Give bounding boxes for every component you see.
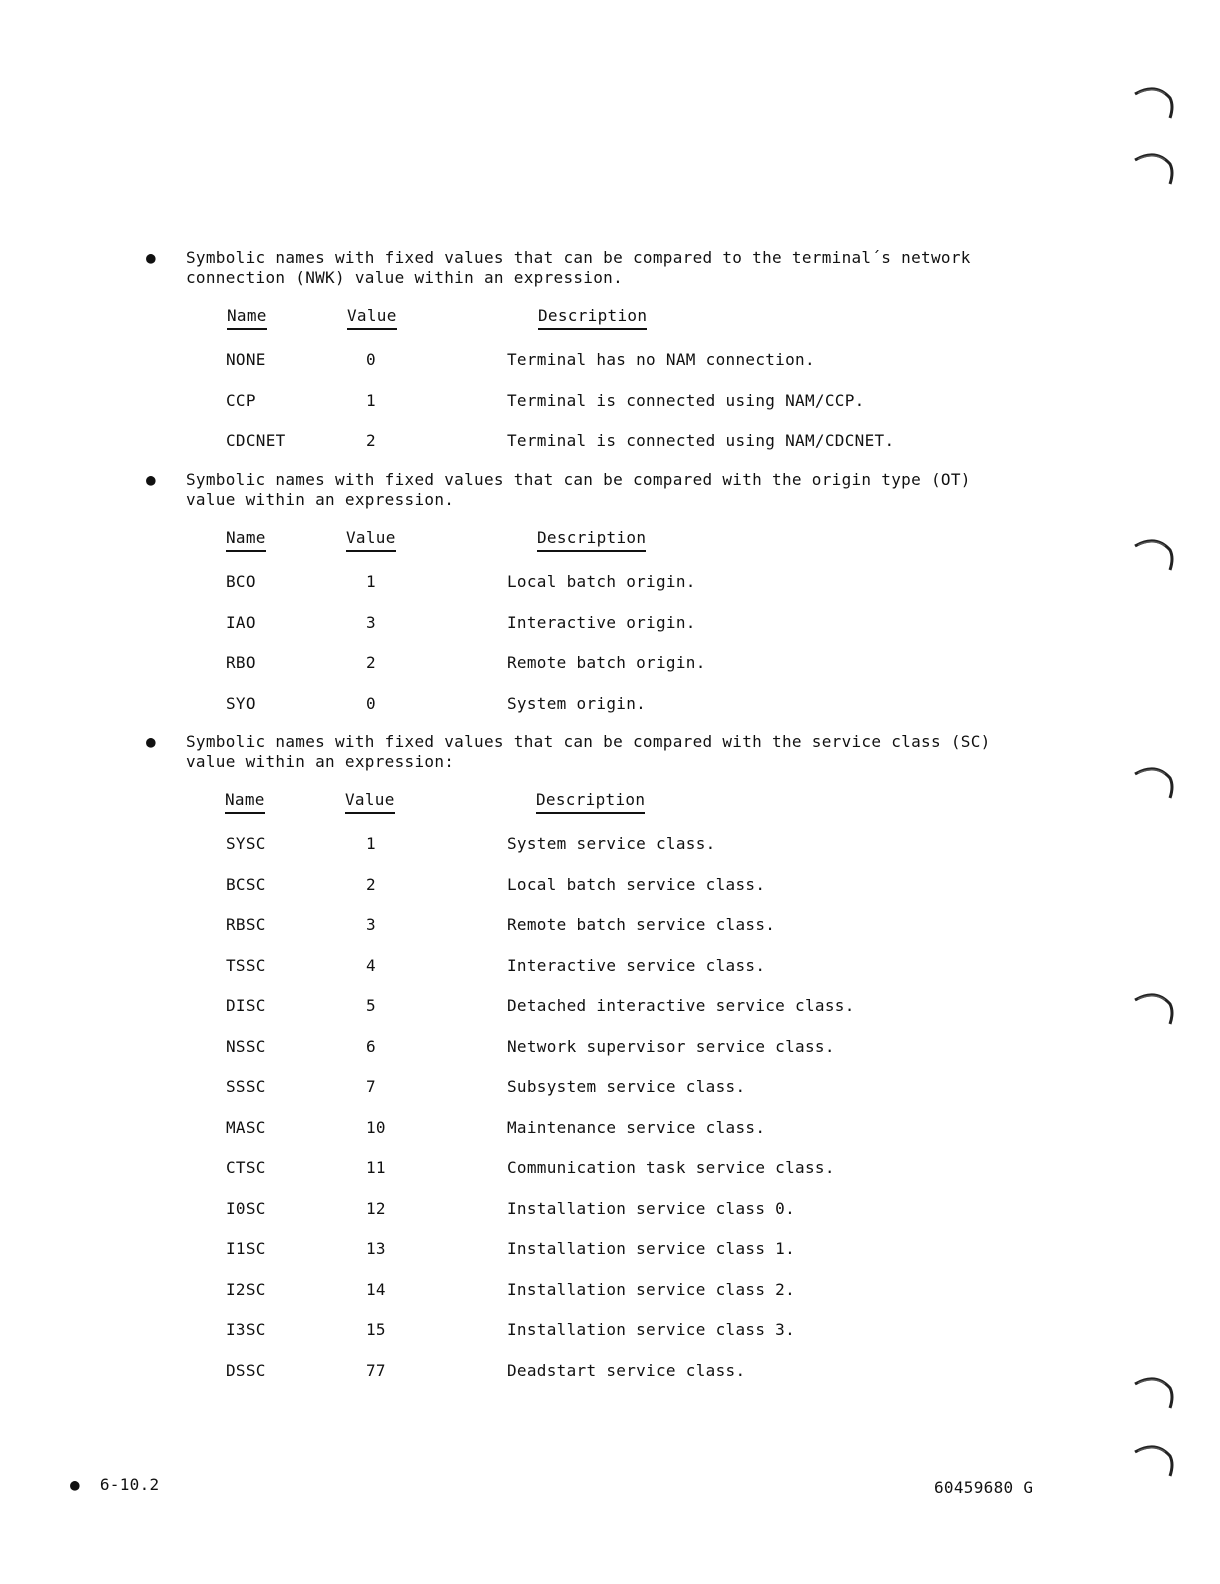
column-header-value: Value <box>347 306 397 330</box>
cell-value: 1 <box>366 390 376 410</box>
table-header <box>140 528 1020 564</box>
cell-name: SYO <box>226 693 256 713</box>
binder-hole-icon <box>1132 1442 1178 1482</box>
cell-value: 0 <box>366 350 376 369</box>
table-row <box>140 988 1020 1029</box>
cell-value: 3 <box>366 612 376 632</box>
page-number <box>70 1475 159 1495</box>
section-intro <box>140 248 1020 288</box>
cell-description: Installation service class 3. <box>507 1320 796 1339</box>
table-row <box>140 564 1020 605</box>
cell-description: Interactive service class. <box>507 955 766 975</box>
table-body <box>140 564 1020 726</box>
column-header-name: Name <box>227 306 267 330</box>
cell-description: Terminal has no NAM connection. <box>507 350 815 369</box>
cell-description: Subsystem service class. <box>507 1077 746 1096</box>
cell-name: MASC <box>226 1117 266 1137</box>
bullet-icon: ● <box>146 470 156 489</box>
table-row <box>140 1231 1020 1272</box>
table-row <box>140 686 1020 727</box>
cell-description: Remote batch service class. <box>507 915 776 934</box>
cell-value: 1 <box>366 834 376 853</box>
table-row <box>140 1029 1020 1070</box>
cell-description: Terminal is connected using NAM/CCP. <box>507 390 865 410</box>
cell-value: 15 <box>366 1320 386 1339</box>
cell-description: Local batch origin. <box>507 572 696 591</box>
cell-description: Maintenance service class. <box>507 1117 766 1137</box>
cell-name: TSSC <box>226 955 266 975</box>
intro-line: Symbolic names with fixed values that can be compared with the origin type (OT) <box>186 470 971 489</box>
cell-value: 5 <box>366 996 376 1015</box>
section-intro <box>140 732 1020 772</box>
cell-name: DISC <box>226 996 266 1015</box>
cell-description: Installation service class 1. <box>507 1239 796 1258</box>
column-header-name: Name <box>226 528 266 552</box>
cell-name: SSSC <box>226 1077 266 1096</box>
intro-line: connection (NWK) value within an expression. <box>186 268 624 287</box>
cell-value: 12 <box>366 1198 386 1218</box>
table-row <box>140 423 1020 464</box>
cell-name: CDCNET <box>226 431 286 450</box>
document-number: 60459680 G <box>934 1478 1034 1497</box>
intro-line: value within an expression. <box>186 490 455 509</box>
table-header <box>140 306 1020 342</box>
cell-value: 77 <box>366 1360 386 1380</box>
cell-value: 10 <box>366 1117 386 1137</box>
cell-name: IAO <box>226 612 256 632</box>
table-row <box>140 1110 1020 1151</box>
cell-description: System service class. <box>507 834 716 853</box>
cell-name: I0SC <box>226 1198 266 1218</box>
section-service-class <box>140 732 1020 1393</box>
column-header-value: Value <box>345 790 395 814</box>
table-body <box>140 342 1020 464</box>
cell-description: Local batch service class. <box>507 874 766 894</box>
column-header-description: Description <box>537 528 646 552</box>
intro-line: value within an expression: <box>186 752 455 771</box>
table-row <box>140 383 1020 424</box>
intro-line: Symbolic names with fixed values that can be compared to the terminal´s network <box>186 248 971 267</box>
binder-hole-icon <box>1132 990 1178 1030</box>
cell-value: 2 <box>366 874 376 894</box>
cell-value: 14 <box>366 1279 386 1299</box>
binder-hole-icon <box>1132 536 1178 576</box>
table-row <box>140 1069 1020 1110</box>
cell-name: I1SC <box>226 1239 266 1258</box>
binder-hole-icon <box>1132 84 1178 124</box>
cell-description: Remote batch origin. <box>507 653 706 672</box>
section-origin-type <box>140 470 1020 726</box>
cell-value: 0 <box>366 693 376 713</box>
bullet-icon: ● <box>146 732 156 751</box>
binder-hole-icon <box>1132 150 1178 190</box>
cell-description: Deadstart service class. <box>507 1360 746 1380</box>
cell-name: CCP <box>226 390 256 410</box>
table-row <box>140 907 1020 948</box>
cell-description: Terminal is connected using NAM/CDCNET. <box>507 431 895 450</box>
cell-name: CTSC <box>226 1158 266 1177</box>
section-network-connection <box>140 248 1020 464</box>
table-body <box>140 826 1020 1393</box>
cell-value: 1 <box>366 572 376 591</box>
cell-description: Installation service class 0. <box>507 1198 796 1218</box>
section-intro <box>140 470 1020 510</box>
table-row <box>140 826 1020 867</box>
cell-value: 3 <box>366 915 376 934</box>
bullet-icon: ● <box>70 1475 80 1494</box>
table-row <box>140 1150 1020 1191</box>
table-row <box>140 867 1020 908</box>
table-row <box>140 1353 1020 1394</box>
table-row <box>140 645 1020 686</box>
table-row <box>140 1191 1020 1232</box>
cell-description: System origin. <box>507 693 647 713</box>
table-row <box>140 342 1020 383</box>
cell-description: Communication task service class. <box>507 1158 835 1177</box>
cell-name: RBO <box>226 653 256 672</box>
table-header <box>140 790 1020 826</box>
cell-name: BCO <box>226 572 256 591</box>
cell-name: RBSC <box>226 915 266 934</box>
cell-value: 11 <box>366 1158 386 1177</box>
column-header-value: Value <box>346 528 396 552</box>
binder-hole-icon <box>1132 1374 1178 1414</box>
cell-name: DSSC <box>226 1360 266 1380</box>
cell-name: I2SC <box>226 1279 266 1299</box>
bullet-icon: ● <box>146 248 156 267</box>
column-header-name: Name <box>225 790 265 814</box>
cell-value: 2 <box>366 653 376 672</box>
cell-value: 2 <box>366 431 376 450</box>
cell-name: NONE <box>226 350 266 369</box>
cell-description: Installation service class 2. <box>507 1279 796 1299</box>
table-row <box>140 948 1020 989</box>
cell-name: SYSC <box>226 834 266 853</box>
cell-name: NSSC <box>226 1036 266 1056</box>
cell-value: 7 <box>366 1077 376 1096</box>
column-header-description: Description <box>538 306 647 330</box>
cell-value: 13 <box>366 1239 386 1258</box>
column-header-description: Description <box>536 790 645 814</box>
cell-name: BCSC <box>226 874 266 894</box>
cell-value: 6 <box>366 1036 376 1056</box>
page-number-text: 6-10.2 <box>99 1475 160 1494</box>
table-row <box>140 1272 1020 1313</box>
intro-line: Symbolic names with fixed values that can be compared with the service class (SC) <box>186 732 991 751</box>
cell-description: Detached interactive service class. <box>507 996 855 1015</box>
cell-value: 4 <box>366 955 376 975</box>
table-row <box>140 1312 1020 1353</box>
table-row <box>140 605 1020 646</box>
cell-description: Network supervisor service class. <box>507 1036 835 1056</box>
binder-hole-icon <box>1132 764 1178 804</box>
cell-description: Interactive origin. <box>507 612 696 632</box>
cell-name: I3SC <box>226 1320 266 1339</box>
